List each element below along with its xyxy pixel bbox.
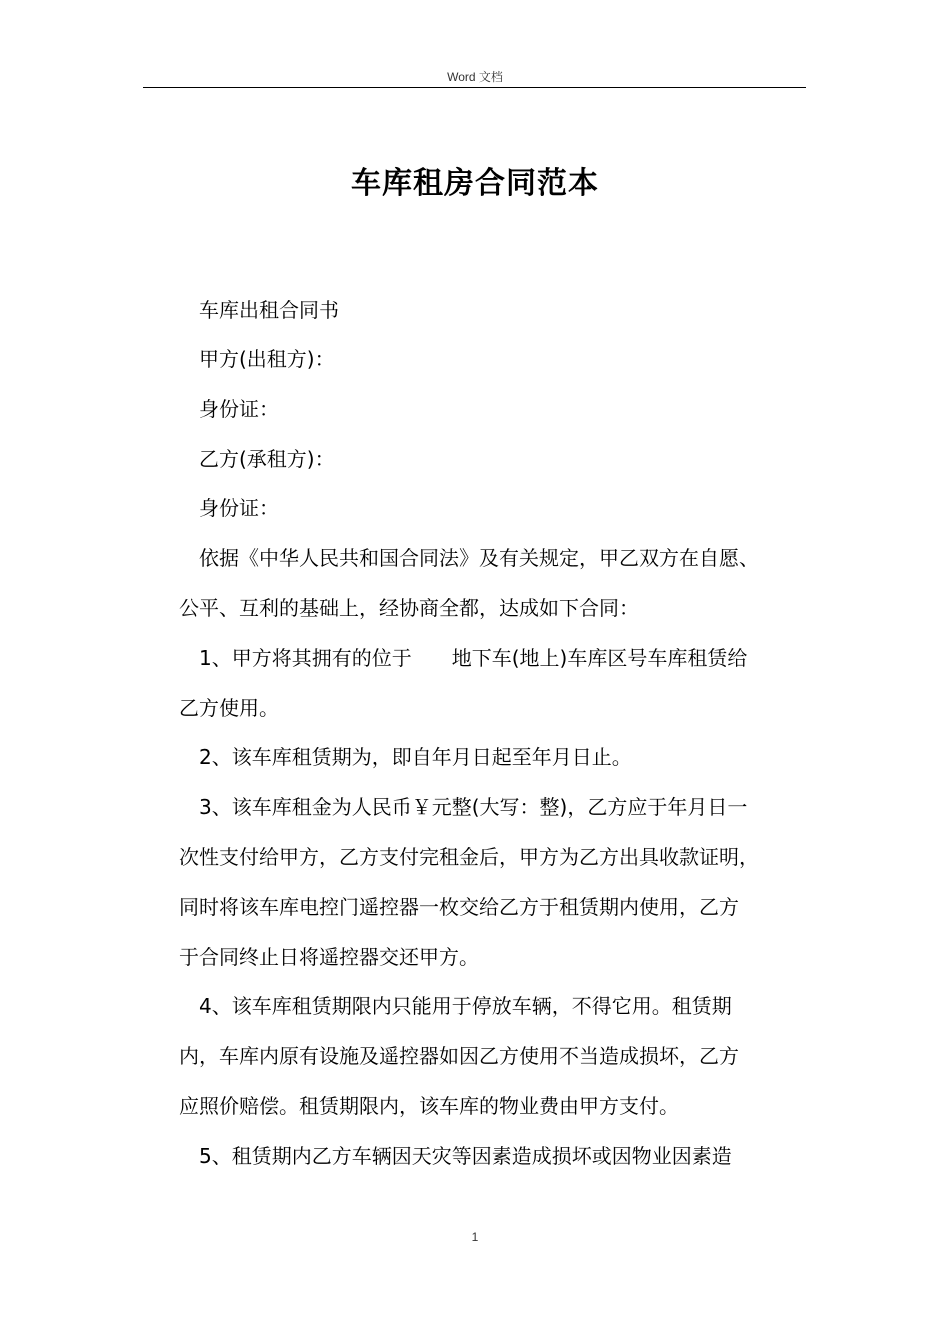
document-title: 车库租房合同范本 <box>351 166 599 201</box>
body-line: 乙方(承租方)： <box>199 447 335 471</box>
page-number: 1 <box>471 1230 479 1244</box>
body-line: 5、租赁期内乙方车辆因天灾等因素造成损坏或因物业因素造 <box>199 1144 732 1168</box>
body-line: 4、该车库租赁期限内只能用于停放车辆，不得它用。租赁期 <box>199 994 732 1018</box>
body-line: 1、甲方将其拥有的位于 地下车(地上)车库区号车库租赁给 <box>199 646 748 670</box>
header-rule <box>143 87 806 88</box>
body-line: 于合同终止日将遥控器交还甲方。 <box>179 945 479 969</box>
body-line: 身份证： <box>199 496 279 520</box>
body-line: 公平、互利的基础上，经协商全都，达成如下合同： <box>179 596 639 620</box>
body-line: 同时将该车库电控门遥控器一枚交给乙方于租赁期内使用，乙方 <box>179 895 739 919</box>
body-line: 乙方使用。 <box>179 696 279 720</box>
body-line: 3、该车库租金为人民币￥元整(大写：整)，乙方应于年月日一 <box>199 795 748 819</box>
page-header-text: Word 文档 <box>447 70 503 84</box>
body-line: 身份证： <box>199 397 279 421</box>
body-line: 车库出租合同书 <box>199 298 339 322</box>
body-line: 甲方(出租方)： <box>199 347 335 371</box>
body-line: 依据《中华人民共和国合同法》及有关规定，甲乙双方在自愿、 <box>199 546 759 570</box>
body-line: 应照价赔偿。租赁期限内，该车库的物业费由甲方支付。 <box>179 1094 679 1118</box>
body-line: 内，车库内原有设施及遥控器如因乙方使用不当造成损坏，乙方 <box>179 1044 739 1068</box>
body-line: 2、该车库租赁期为，即自年月日起至年月日止。 <box>199 745 632 769</box>
body-line: 次性支付给甲方，乙方支付完租金后，甲方为乙方出具收款证明， <box>179 845 759 869</box>
